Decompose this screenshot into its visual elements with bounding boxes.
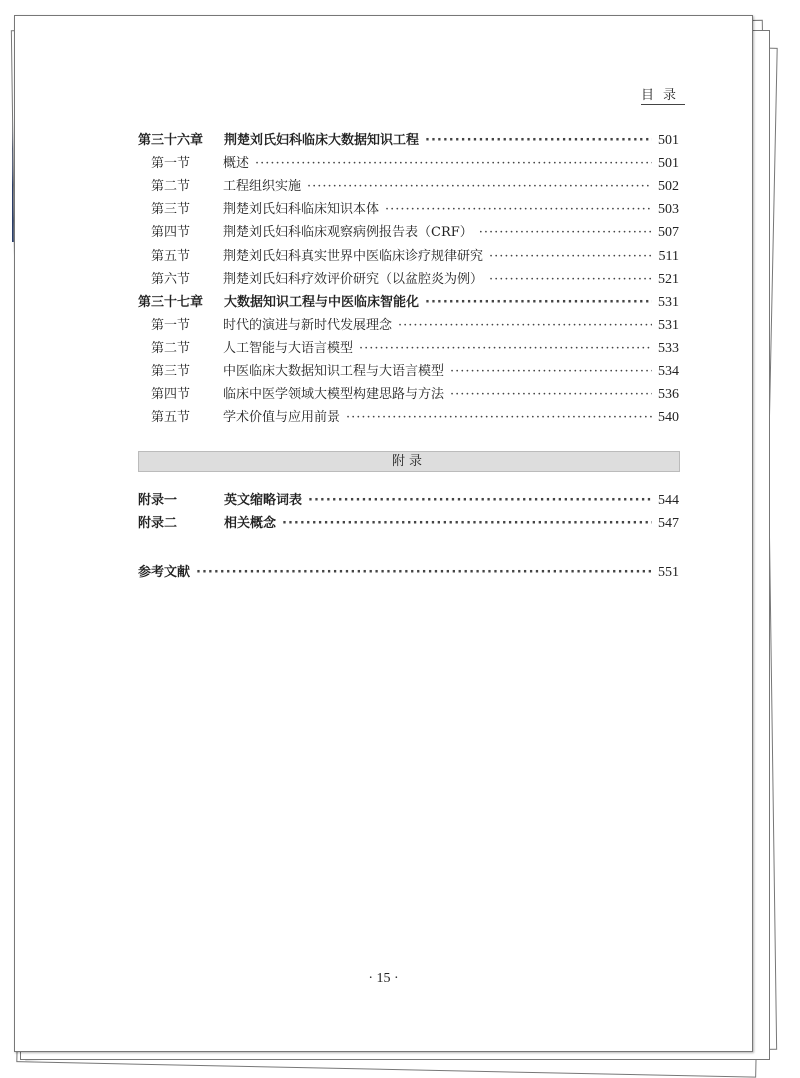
toc-section[interactable] [151, 152, 679, 172]
dot-leader [196, 565, 652, 580]
toc-entry-number: 附录二 [138, 516, 178, 531]
toc-entry-number: 第一节 [151, 156, 191, 172]
toc-entry-page: 531 [658, 294, 679, 310]
toc-entry-number: 第二节 [151, 340, 191, 356]
toc-entry-page: 540 [658, 410, 679, 426]
toc-entry-page: 533 [658, 340, 679, 356]
page-number: · 15 · [368, 971, 399, 986]
toc-entry-number: 第三节 [151, 202, 191, 218]
toc-section[interactable] [151, 268, 679, 288]
toc-entry-title: 人工智能与大语言模型 [223, 340, 354, 356]
toc-section[interactable] [151, 383, 679, 403]
toc-references[interactable] [138, 561, 679, 581]
toc-entry-title: 中医临床大数据知识工程与大语言模型 [223, 364, 445, 379]
toc-entry-title: 临床中医学领域大模型构建思路与方法 [223, 387, 445, 403]
dot-leader [450, 364, 652, 379]
toc-entry-number: 第四节 [151, 387, 191, 403]
toc-entry-page: 534 [658, 364, 679, 379]
dot-leader [307, 179, 652, 194]
toc-entry-title: 参考文献 [138, 565, 191, 580]
toc-entry-number: 第四节 [151, 225, 191, 241]
toc-entry-title: 大数据知识工程与中医临床智能化 [224, 294, 420, 310]
toc-entry-title: 荆楚刘氏妇科临床观察病例报告表（CRF） [223, 225, 473, 241]
toc-section[interactable] [151, 406, 679, 426]
toc-entry-number: 第三十六章 [138, 133, 204, 148]
toc-entry-number: 第五节 [151, 410, 191, 426]
toc-entry-title: 荆楚刘氏妇科真实世界中医临床诊疗规律研究 [223, 248, 484, 264]
toc-entry-page: 511 [658, 248, 679, 264]
dot-leader [425, 295, 652, 310]
toc-entry-page: 547 [658, 516, 679, 531]
toc-entry-page: 536 [658, 387, 679, 403]
appendix-band: 附录 [138, 451, 680, 472]
toc-section[interactable] [151, 245, 679, 265]
toc-entry-page: 551 [658, 565, 679, 580]
toc-entry-number: 第一节 [151, 317, 191, 333]
toc-entry-number: 第三十七章 [138, 294, 204, 310]
toc-entry-title: 概述 [223, 156, 250, 172]
toc-section[interactable] [151, 175, 679, 195]
toc-entry-page: 531 [658, 317, 679, 333]
toc-section[interactable] [151, 198, 679, 218]
toc-entry-page: 501 [658, 156, 679, 172]
toc-page [14, 15, 753, 1052]
dot-leader [398, 318, 652, 333]
dot-leader [282, 516, 652, 531]
dot-leader [359, 341, 652, 356]
toc-entry-title: 英文缩略词表 [224, 493, 303, 508]
dot-leader [385, 202, 652, 217]
toc-appendix[interactable] [138, 489, 679, 509]
toc-section[interactable] [151, 221, 679, 241]
dot-leader [450, 387, 652, 402]
toc-entry-number: 附录一 [138, 493, 178, 508]
toc-entry-title: 学术价值与应用前景 [223, 410, 341, 426]
toc-entry-page: 502 [658, 179, 679, 195]
toc-chapter[interactable] [138, 291, 679, 311]
toc-entry-number: 第三节 [151, 364, 191, 379]
dot-leader [489, 249, 653, 264]
toc-entry-title: 荆楚刘氏妇科疗效评价研究（以盆腔炎为例） [223, 271, 484, 287]
toc-entry-page: 501 [658, 133, 679, 148]
dot-leader [308, 493, 652, 508]
toc-entry-title: 相关概念 [224, 516, 277, 531]
toc-chapter[interactable] [138, 129, 679, 149]
toc-entry-page: 521 [658, 271, 679, 287]
toc-entry-number: 第六节 [151, 271, 191, 287]
toc-section[interactable] [151, 314, 679, 334]
toc-entry-title: 荆楚刘氏妇科临床知识本体 [223, 202, 380, 218]
dot-leader [346, 410, 652, 425]
running-header: 目录 [641, 84, 685, 105]
dot-leader [489, 272, 652, 287]
toc-entry-number: 第五节 [151, 248, 191, 264]
toc-entry-title: 荆楚刘氏妇科临床大数据知识工程 [224, 133, 420, 148]
toc-entry-number: 第二节 [151, 179, 191, 195]
dot-leader [479, 225, 652, 240]
toc-section[interactable] [151, 360, 679, 380]
dot-leader [425, 133, 652, 148]
toc-entry-page: 503 [658, 202, 679, 218]
toc-entry-title: 工程组织实施 [223, 179, 302, 195]
toc-entry-title: 时代的演进与新时代发展理念 [223, 317, 393, 333]
toc-section[interactable] [151, 337, 679, 357]
toc-entry-page: 544 [658, 493, 679, 508]
toc-appendix[interactable] [138, 512, 679, 532]
toc-entry-page: 507 [658, 225, 679, 241]
dot-leader [255, 156, 652, 171]
